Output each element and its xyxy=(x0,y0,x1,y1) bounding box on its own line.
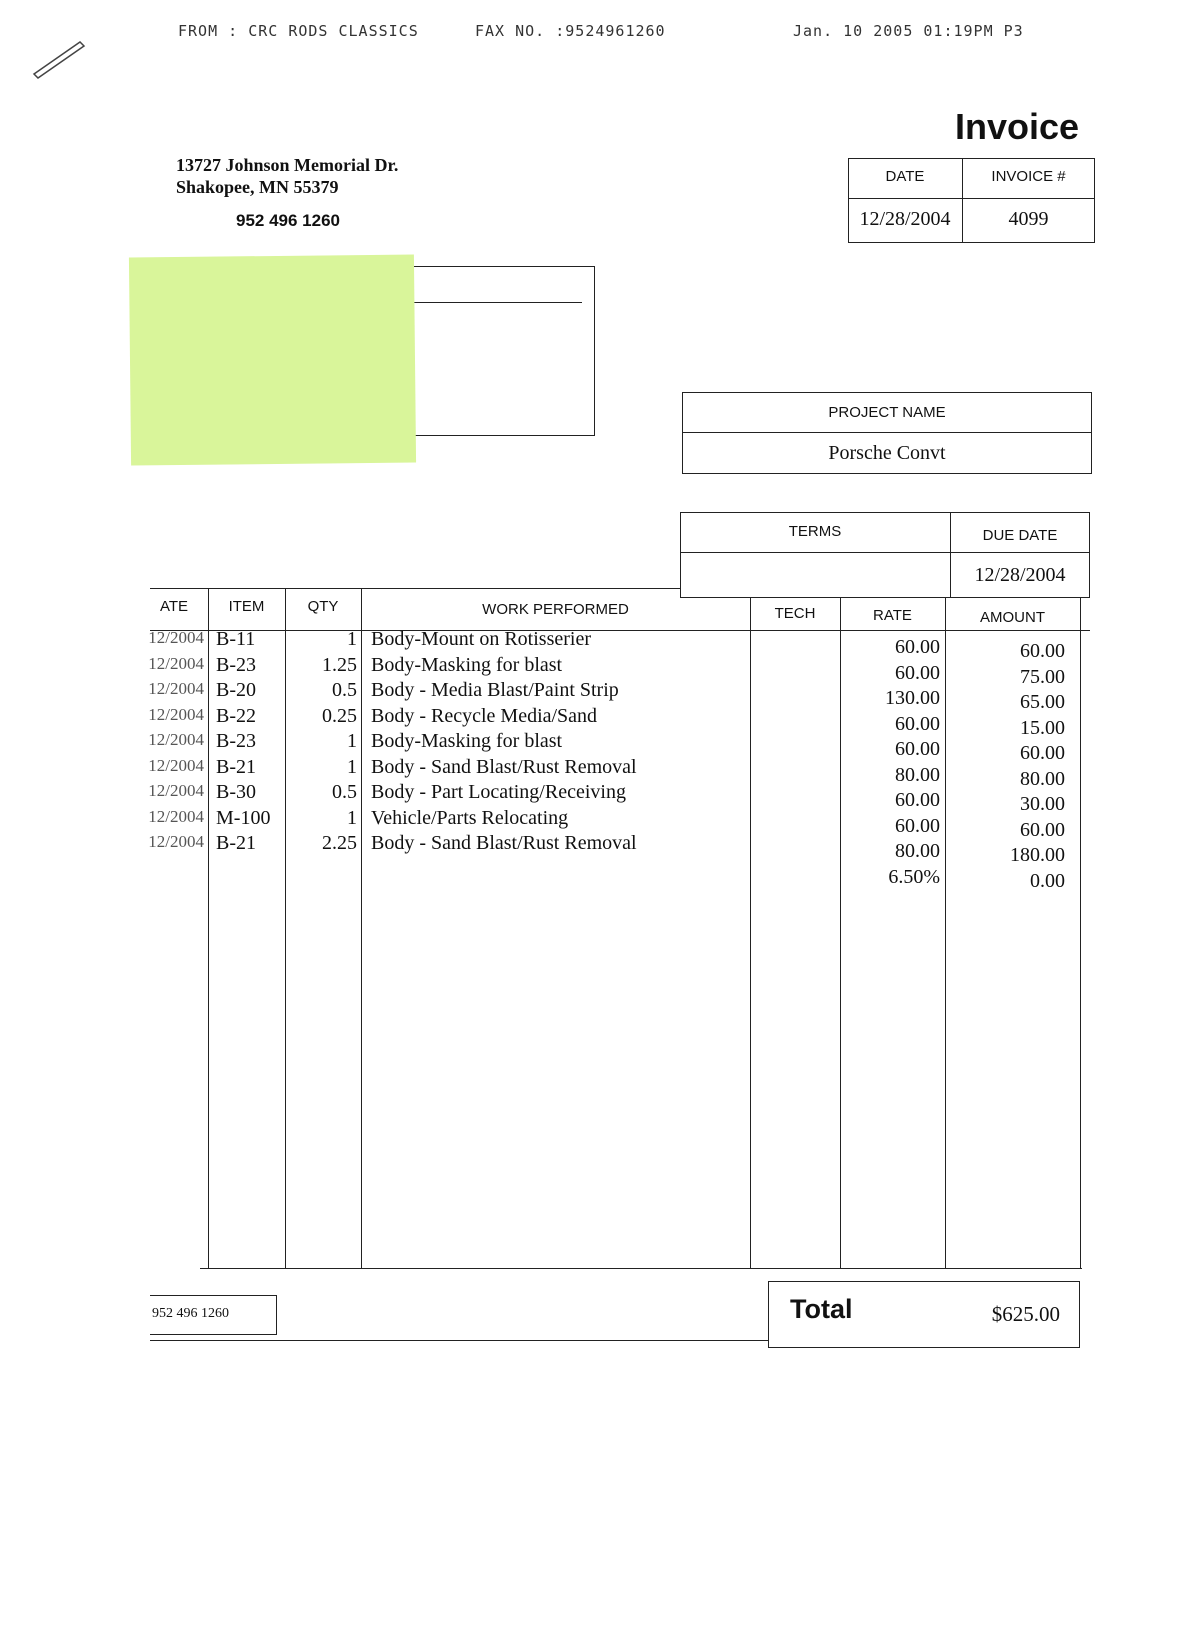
row-item: B-22 xyxy=(216,704,256,727)
row-amount: 65.00 xyxy=(1020,691,1065,713)
row-work: Body - Sand Blast/Rust Removal xyxy=(371,755,637,778)
company-phone: 952 496 1260 xyxy=(236,211,340,230)
row-item: B-23 xyxy=(216,730,256,752)
row-qty: 0.5 xyxy=(332,781,357,803)
row-rate: 60.00 xyxy=(895,814,940,837)
invoice-number: 4099 xyxy=(1008,208,1049,230)
row-qty: 2.25 xyxy=(322,832,357,854)
row-work: Vehicle/Parts Relocating xyxy=(371,806,569,829)
row-work: Body-Masking for blast xyxy=(371,730,563,752)
row-amount: 180.00 xyxy=(1010,844,1065,866)
invoice-title: Invoice xyxy=(955,106,1080,147)
row-date: 12/2004 xyxy=(148,628,204,647)
row-date: 12/2004 xyxy=(148,730,204,749)
row-rate: 80.00 xyxy=(895,763,940,786)
row-item: B-11 xyxy=(216,628,256,650)
date-label: DATE xyxy=(885,168,925,185)
row-amount: 80.00 xyxy=(1020,767,1065,790)
row-date: 12/2004 xyxy=(148,653,204,673)
address-line-2: Shakopee, MN 55379 xyxy=(176,177,339,197)
row-amount: 0.00 xyxy=(1030,869,1065,892)
terms-label: TERMS xyxy=(788,523,842,540)
col-header-rate: RATE xyxy=(873,607,912,624)
row-work: Body - Media Blast/Paint Strip xyxy=(371,679,619,701)
row-amount: 60.00 xyxy=(1020,742,1065,764)
row-item: B-30 xyxy=(216,781,256,803)
row-date: 12/2004 xyxy=(148,679,204,698)
row-qty: 1 xyxy=(347,755,357,778)
row-rate: 60.00 xyxy=(895,738,940,760)
invoice-date: 12/28/2004 xyxy=(859,208,951,230)
row-date: 12/2004 xyxy=(148,704,204,724)
row-amount: 75.00 xyxy=(1020,665,1065,688)
due-date-label: DUE DATE xyxy=(982,527,1058,544)
col-header-work: WORK PERFORMED xyxy=(482,601,629,618)
row-item: B-21 xyxy=(216,755,256,778)
row-amount: 30.00 xyxy=(1020,793,1065,815)
row-work: Body-Mount on Rotisserier xyxy=(371,628,591,650)
due-date-value: 12/28/2004 xyxy=(974,564,1066,586)
row-item: B-21 xyxy=(216,832,256,854)
row-rate: 80.00 xyxy=(895,840,940,862)
row-qty: 0.25 xyxy=(322,704,357,727)
row-work: Body - Sand Blast/Rust Removal xyxy=(371,832,637,854)
row-item: M-100 xyxy=(216,806,271,829)
project-name-label: PROJECT NAME xyxy=(828,404,946,421)
row-rate: 60.00 xyxy=(895,789,940,811)
row-qty: 1 xyxy=(347,628,357,650)
row-date: 12/2004 xyxy=(148,755,204,775)
row-qty: 1 xyxy=(347,730,357,752)
row-rate: 6.50% xyxy=(888,865,940,888)
row-item: B-20 xyxy=(216,679,256,701)
fax-timestamp: Jan. 10 2005 01:19PM P3 xyxy=(793,22,1024,40)
staple-mark xyxy=(28,36,88,80)
fax-number: FAX NO. :9524961260 xyxy=(475,22,666,40)
sticky-note xyxy=(129,255,416,466)
row-work: Body - Part Locating/Receiving xyxy=(371,781,626,803)
row-date: 12/2004 xyxy=(148,806,204,826)
row-work: Body - Recycle Media/Sand xyxy=(371,704,598,727)
row-work: Body-Masking for blast xyxy=(371,653,563,676)
row-qty: 1 xyxy=(347,806,357,829)
row-qty: 1.25 xyxy=(322,653,357,676)
row-amount: 60.00 xyxy=(1020,818,1065,841)
invoice-number-label: INVOICE # xyxy=(991,168,1066,185)
row-rate: 60.00 xyxy=(895,661,940,684)
row-item: B-23 xyxy=(216,653,256,676)
row-rate: 130.00 xyxy=(885,687,940,709)
col-header-tech: TECH xyxy=(774,605,816,622)
total-label: Total xyxy=(790,1294,853,1324)
row-date: 12/2004 xyxy=(148,832,204,851)
row-amount: 15.00 xyxy=(1020,716,1065,739)
row-qty: 0.5 xyxy=(332,679,357,701)
address-line-1: 13727 Johnson Memorial Dr. xyxy=(176,155,399,175)
total-value: $625.00 xyxy=(991,1302,1060,1326)
project-name-value: Porsche Convt xyxy=(828,442,946,464)
row-date: 12/2004 xyxy=(148,781,204,800)
col-header-qty: QTY xyxy=(307,598,339,615)
row-amount: 60.00 xyxy=(1020,640,1065,662)
footer-phone: 952 496 1260 xyxy=(152,1306,229,1321)
col-header-amount: AMOUNT xyxy=(980,609,1045,626)
row-rate: 60.00 xyxy=(895,636,940,658)
row-rate: 60.00 xyxy=(895,712,940,735)
col-header-item: ITEM xyxy=(228,598,265,615)
company-address xyxy=(176,154,398,198)
col-header-date: ATE xyxy=(159,598,189,615)
fax-sender: FROM : CRC RODS CLASSICS xyxy=(178,22,419,40)
